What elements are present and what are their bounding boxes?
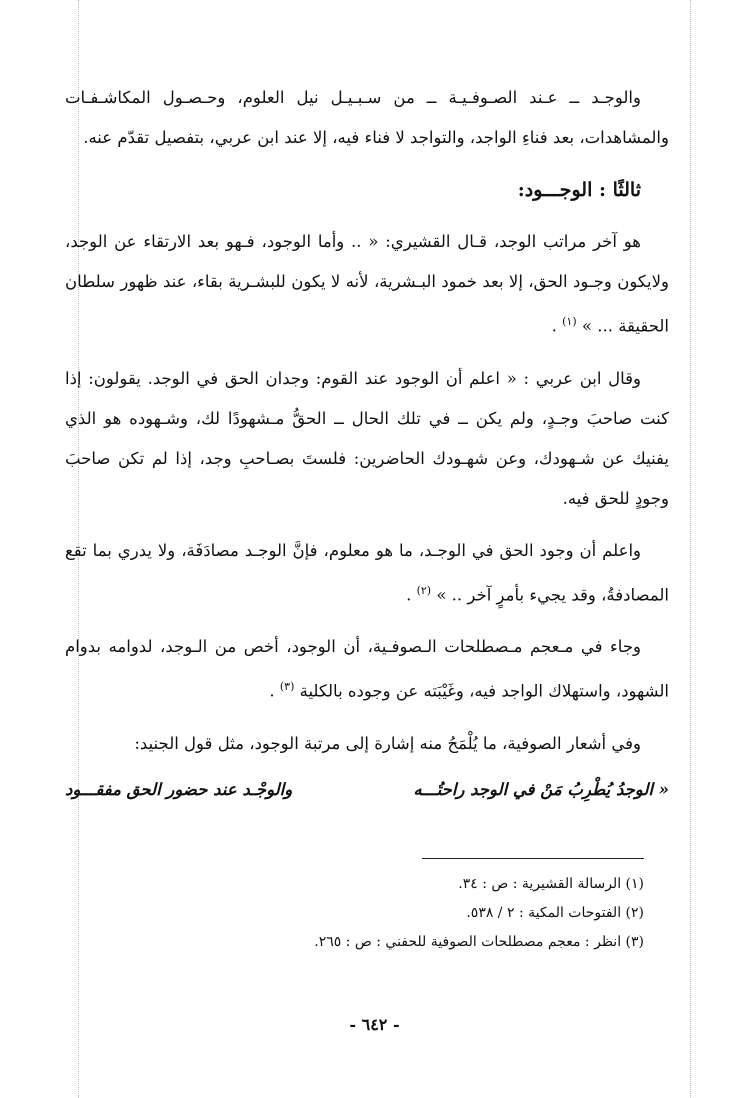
paragraph: واعلم أن وجود الحق في الوجـد، ما هو معلوم، فإنَّ الوجـد مصادَفَة، ولا يدري بما تقع المصادفةُ، وقد يجيء بأمرٍ آخر .. » $^{(٢)}$ . <box>65 540 669 604</box>
paragraph: وقال ابن عربي : « اعلم أن الوجود عند القوم: وجدان الحق في الوجد. يقولون: إذا كنت صاحبَ وجـدٍ، ولم يكن ــ في تلك الحال ــ الحقُّ مـشهودًا لك، وشـهوده هو الذي يفنيك عن شـهودك، وعن شهـودك الحاضرين: فلستَ بصـاحبِ وجد، إذا لم تكن صاحبَ وجودٍ للحق فيه. <box>65 368 669 508</box>
paragraph: وجاء في مـعجم مـصطلحات الـصوفـية، أن الوجود، أخص من الـوجد، لدوامه بدوام الشهود، واستهلاك الواجد فيه، وغَيْبَته عن وجوده بالكلية $^{(٣)}$ . <box>65 637 669 701</box>
scan-margin-line <box>690 0 691 1098</box>
footnotes <box>90 870 644 957</box>
footnote-divider <box>422 858 644 859</box>
paragraph: والوجـد ــ عـند الصـوفـيـة ــ من سـبـيـل نيل العلوم، وحـصـول المكاشـفـات والمشاهدات، بعد فناءِ الواجد، والتواجد لا فناء فيه، إلا عند ابن عربي، بتفصيل تقدّم عنه. <box>65 88 669 147</box>
paragraph: وفي أشعار الصوفية، ما يُلْمَحُ منه إشارة إلى مرتبة الوجود، مثل قول الجنيد: <box>134 733 641 753</box>
footnote: (٢) الفتوحات المكية : ٢ / ٥٣٨. <box>466 905 644 921</box>
section-heading: ثالثًا : الوجـــود: <box>517 179 641 201</box>
footnote-ref: (٢) <box>416 583 432 597</box>
body-text <box>65 78 669 810</box>
page-number: - ٦٤٢ - <box>349 1015 400 1034</box>
poem-hemistich-second: والوجْـد عند حضور الحق مفقـــود <box>65 779 293 799</box>
footnote-ref: (٣) <box>279 680 295 693</box>
footnote: (١) الرسالة القشيرية : ص : ٣٤. <box>458 876 644 892</box>
footnote-ref: (١) <box>562 315 577 328</box>
poem-verse <box>65 770 669 810</box>
footnote: (٣) انظر : معجم مصطلحات الصوفية للحفني : ص : ٢٦٥. <box>314 934 644 950</box>
poem-hemistich-first: « الوجدُ يُطْرِبُ مَنْ في الوجد راحتُـــه <box>413 779 669 799</box>
paragraph: هو آخر مراتب الوجد، قـال القشيري: « .. وأما الوجود، فـهو بعد الارتقاء عن الوجد، ولايكون وجـود الحق، إلا بعد خمود البـشرية، لأنه لا يكون للبشـرية بقاء، عند ظهور سلطان الحقيقة ... » $^{(١)}$ . <box>65 232 669 336</box>
